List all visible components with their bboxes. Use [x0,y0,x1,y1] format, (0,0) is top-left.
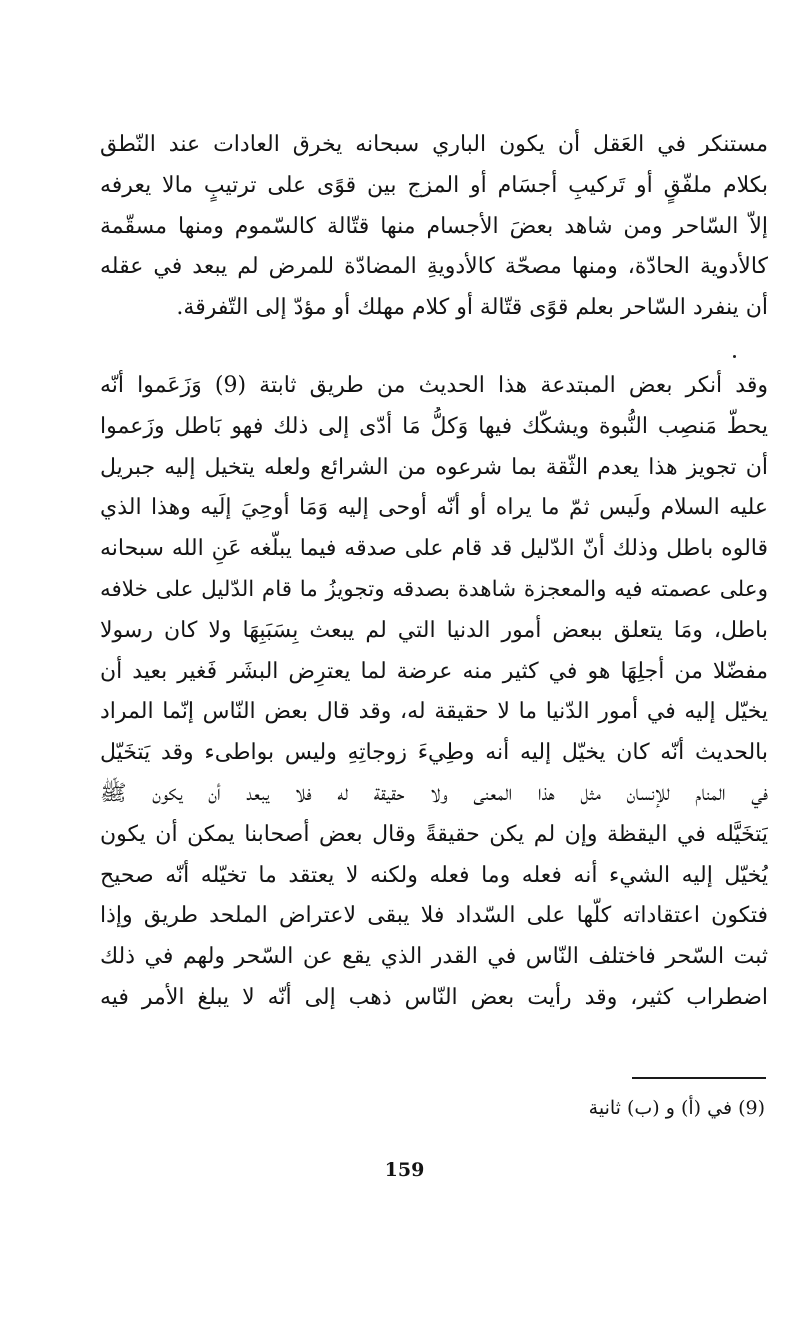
text-line: فتكون اعتقاداته كلّها على السّداد فلا يبقى لاعتراض الملحد طريق وإذا [100,903,768,929]
paragraph-1 [100,125,768,329]
text-line: في المنام للإنسان مثل هذا المعنى ولا حقيقة له فلا يبعد أن يكون ﷺ [100,780,768,806]
text-line: يَتخَيَّله في اليقظة وإن لم يكن حقيقةً وقال بعض أصحابنا يمكن أن يكون [100,821,768,847]
text-line: وعلى عصمته فيه والمعجزة شاهدة بصدقه وتجويزُ ما قام الدّليل على خلافه [100,576,768,602]
text-line: إلاّ السّاحر ومن شاهد بعضَ الأجسام منها قتّالة كالسّموم ومنها مسقّمة [100,213,768,239]
text-line: يحطّ مَنصِب النُّبوة ويشكّك فيها وَكلُّ مَا أدّى إلى ذلك فهو بَاطل وزَعموا [100,413,768,439]
text-line: مفضّلا من أجلِهَا هو في كثير منه عرضة لما يعترِض البشَر فَغير بعيد أن [100,658,768,684]
text-line: يُخيّل إليه الشيء أنه فعله وما فعله ولكنه لا يعتقد ما تخيّله أنّه صحيح [100,862,768,888]
footnote: (9) في (أ) و (ب) ثانية [588,1097,765,1119]
page-number: 159 [384,1159,425,1181]
text-line: كالأدوية الحادّة، ومنها مصحّة كالأدويةِ المضادّة للمرض لم يبعد في عقله [100,254,768,280]
text-line: باطل، ومَا يتعلق ببعض أمور الدنيا التي لم يبعث بِسَبَبِهَا ولا كان رسولا [100,617,768,643]
text-line: يخيّل إليه في أمور الدّنيا ما لا حقيقة له، وقد قال بعض النّاس إنّما المراد [100,699,768,725]
text-line: أن ينفرد السّاحر بعلم قوًى قتّالة أو كلام مهلك أو مؤدّ إلى التّفرقة. [176,295,768,321]
text-line: عليه السلام ولَيس ثمّ ما يراه أو أنّه أوحى إليه وَمَا أوحِيَ إلَيه وهذا الذي [100,495,768,521]
text-line: وقد أنكر بعض المبتدعة هذا الحديث من طريق ثابتة (9) وَزَعَموا أنّه [100,373,768,398]
text-line: ثبت السّحر فاختلف النّاس في القدر الذي يقع عن السّحر ولهم في ذلك [100,944,768,970]
paragraph-2 [100,366,768,1019]
text-line: قالوه باطل وذلك أنّ الدّليل قد قام على صدقه فيما يبلّغه عَنِ الله سبحانه [100,536,768,562]
footnote-separator [632,1077,766,1079]
text-line: بالحديث أنّه كان يخيّل إليه أنه وطِيءَ زوجاتِهِ وليس بواطىء وقد يَتخَيّل [100,740,768,766]
text-line: أن تجويز هذا يعدم الثّقة بما شرعوه من الشرائع ولعله يتخيل إليه جبريل [100,454,768,480]
text-line: مستنكر في العَقل أن يكون الباري سبحانه يخرق العادات عند النّطق [100,132,768,157]
text-line: اضطراب كثير، وقد رأيت بعض النّاس ذهب إلى أنّه لا يبلغ الأمر فيه [100,984,768,1010]
ink-speck [733,355,736,358]
text-line: بكلام ملفّقٍ أو تَركيبِ أجسَام أو المزج بين قوًى على ترتيبٍ مالا يعرفه [100,172,768,198]
